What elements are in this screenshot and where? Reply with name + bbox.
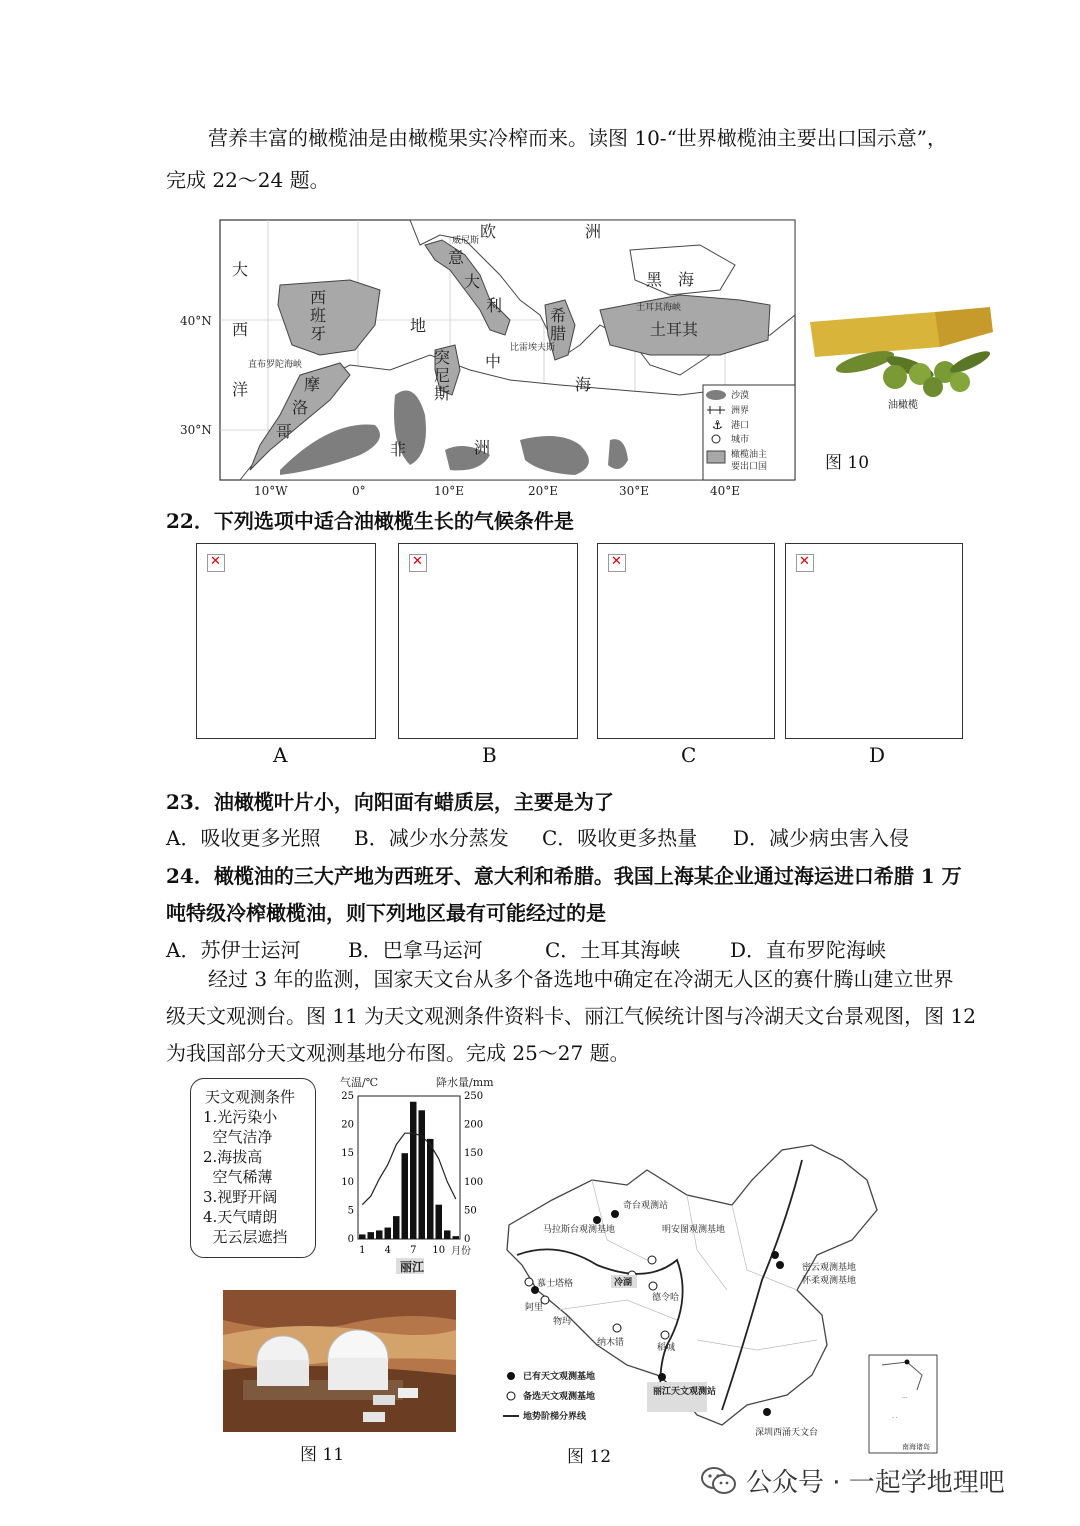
label-italy-2: 大 (464, 272, 481, 291)
label-piraeus: 比雷埃夫斯 (510, 343, 556, 353)
broken-image-icon (608, 554, 626, 572)
wechat-icon (700, 1464, 738, 1498)
precipitation-bar (368, 1232, 375, 1239)
q24-option-c: C．土耳其海峡 (545, 938, 681, 962)
intro-paragraph-2-line-2: 级天文观测台。图 11 为天文观测条件资料卡、丽江气候统计图与冷湖天文台景观图，图 12 (166, 1004, 976, 1028)
lat-label-40n: 40°N (180, 314, 212, 328)
label-morocco-2: 洛 (292, 398, 309, 417)
label-med-1: 地 (410, 316, 427, 335)
precipitation-bar (376, 1230, 383, 1239)
lijiang-climate-chart (330, 1072, 500, 1277)
label-turkish-straits: 土耳其海峡 (636, 303, 682, 313)
map-figure-10 (180, 215, 805, 495)
anchor-icon: ⚓ (712, 418, 723, 432)
olive-photo-caption: 油橄榄 (888, 400, 918, 411)
q23-option-a: A．吸收更多光照 (166, 826, 321, 850)
chart-left-tick-label: 0 (347, 1234, 354, 1245)
chart-right-tick-label: 250 (464, 1091, 484, 1102)
chart-right-tick-label: 200 (464, 1119, 484, 1131)
lon-label-10e: 10°E (434, 484, 465, 495)
chart-right-tick-label: 100 (464, 1176, 484, 1188)
label-huairou: 怀柔观测基地 (802, 1276, 857, 1286)
lon-label-10w: 10°W (254, 484, 288, 495)
question-24-line-1: 24．橄榄油的三大产地为西班牙、意大利和希腊。我国上海某企业通过海运进口希腊 1 万 (166, 864, 962, 888)
legend-candidate-base: 备选天文观测基地 (523, 1392, 596, 1402)
label-morocco-1: 摩 (304, 375, 321, 394)
label-europe-1: 欧 (480, 222, 497, 241)
precipitation-bar (453, 1236, 460, 1239)
q24-option-d: D．直布罗陀海峡 (730, 938, 887, 962)
legend-exporter-line1: 橄榄油主 (731, 450, 768, 460)
chart-left-tick-label: 10 (341, 1176, 354, 1188)
label-atlantic-2: 西 (232, 320, 249, 339)
chart-ylabel-left: 气温/℃ (340, 1076, 379, 1089)
figure-10-label: 图 10 (825, 453, 870, 473)
watermark-text: 公众号 · 一起学地理吧 (746, 1468, 1005, 1498)
option-d-image[interactable] (785, 543, 963, 739)
precipitation-bar (427, 1139, 434, 1239)
card-line-3: 2.海拔高 (203, 1148, 263, 1166)
legend-city: 城市 (731, 435, 750, 445)
legend-port: 港口 (731, 421, 750, 431)
precipitation-bar (402, 1153, 409, 1239)
label-venice: 威尼斯 (452, 236, 480, 246)
broken-image-icon (207, 554, 225, 572)
q23-option-b: B．减少水分蒸发 (354, 826, 509, 850)
chart-ylabel-right: 降水量/mm (436, 1076, 494, 1089)
card-line-1: 1.光污染小 (203, 1108, 278, 1126)
label-africa-2: 洲 (474, 438, 491, 457)
intro-paragraph-1-line-1: 营养丰富的橄榄油是由橄榄果实冷榨而来。读图 10-“世界橄榄油主要出口国示意”， (208, 126, 948, 150)
q23-option-d: D．减少病虫害入侵 (733, 826, 910, 850)
option-c-label: C (681, 743, 697, 767)
option-c-image[interactable] (597, 543, 775, 739)
label-italy-3: 利 (486, 296, 503, 315)
precipitation-bar (436, 1205, 443, 1239)
svg-text:· ·: · · (892, 1415, 898, 1422)
label-atlantic-1: 大 (232, 260, 249, 279)
question-22: 22．下列选项中适合油橄榄生长的气候条件是 (166, 509, 574, 533)
label-spain-2: 班 (310, 306, 327, 325)
label-blacksea-2: 海 (678, 270, 695, 289)
precipitation-bar (359, 1234, 366, 1239)
q24-option-b: B．巴拿马运河 (348, 938, 483, 962)
label-namtso: 纳木错 (597, 1338, 625, 1348)
option-a-image[interactable] (196, 543, 376, 739)
chart-left-tick-label: 15 (341, 1148, 354, 1160)
chart-left-tick-label: 25 (341, 1091, 354, 1102)
q23-option-c: C．吸收更多热量 (542, 826, 698, 850)
option-d-label: D (869, 743, 886, 767)
label-greece-1: 希 (550, 306, 567, 325)
label-spain-1: 西 (310, 288, 327, 307)
legend-desert: 沙漠 (731, 391, 750, 401)
chart-x-tick-label: 4 (384, 1245, 391, 1256)
chart-right-tick-label: 150 (464, 1148, 484, 1160)
label-gibraltar: 直布罗陀海峡 (248, 360, 303, 370)
label-europe-2: 洲 (585, 222, 602, 241)
precipitation-bar (385, 1228, 392, 1239)
card-title: 天文观测条件 (205, 1088, 296, 1106)
label-delingha: 德令哈 (652, 1293, 680, 1303)
label-lijiang-station: 丽江天文观测站 (653, 1387, 717, 1397)
question-23: 23．油橄榄叶片小，向阳面有蜡质层，主要是为了 (166, 790, 614, 814)
broken-image-icon (409, 554, 427, 572)
precipitation-bar (410, 1102, 417, 1239)
label-atlantic-3: 洋 (232, 380, 249, 399)
label-wuma: 物玛 (553, 1317, 572, 1327)
chart-right-tick-label: 0 (464, 1234, 471, 1245)
intro-paragraph-2-line-1: 经过 3 年的监测，国家天文台从多个备选地中确定在冷湖无人区的赛什腾山建立世界 (208, 967, 954, 991)
card-line-6: 4.天气晴朗 (203, 1208, 278, 1226)
lat-label-30n: 30°N (180, 423, 212, 437)
observation-conditions-card (190, 1078, 316, 1258)
legend-exporter-line2: 要出口国 (731, 462, 768, 472)
label-italy-1: 意 (448, 248, 465, 267)
question-24-line-2: 吨特级冷榨橄榄油，则下列地区最有可能经过的是 (166, 901, 606, 925)
option-a-label: A (273, 743, 288, 767)
chart-left-tick-label: 5 (347, 1205, 354, 1217)
label-greece-2: 腊 (550, 324, 567, 343)
label-shenzhen: 深圳西涌天文台 (755, 1428, 819, 1438)
label-spain-3: 牙 (310, 324, 327, 343)
option-b-label: B (482, 743, 497, 767)
figure-12-label: 图 12 (567, 1447, 612, 1467)
lon-label-0: 0° (352, 484, 366, 495)
label-tunisia-3: 斯 (434, 384, 451, 403)
precipitation-bar (393, 1216, 400, 1239)
card-line-7: 无云层遮挡 (203, 1228, 288, 1246)
chart-x-tick-label: 7 (410, 1245, 417, 1256)
legend-continent-boundary: 洲界 (731, 406, 750, 416)
card-line-2: 空气洁净 (203, 1128, 273, 1146)
chart-title: 丽江 (400, 1260, 425, 1274)
label-turkey: 土耳其 (650, 320, 699, 339)
q24-option-a: A．苏伊士运河 (166, 938, 301, 962)
card-line-5: 3.视野开阔 (203, 1188, 278, 1206)
label-miyun: 密云观测基地 (802, 1263, 857, 1273)
legend-terrain-boundary: 地势阶梯分界线 (523, 1412, 587, 1422)
lon-label-40e: 40°E (710, 484, 741, 495)
watermark (700, 1462, 1005, 1499)
broken-image-icon (796, 554, 814, 572)
label-africa-1: 非 (390, 440, 407, 459)
chart-right-tick-label: 50 (464, 1205, 477, 1217)
figure-11-label: 图 11 (300, 1445, 345, 1465)
label-med-3: 海 (575, 375, 592, 394)
lon-label-30e: 30°E (619, 484, 650, 495)
precipitation-bar (419, 1110, 426, 1239)
label-qitai: 奇台观测站 (623, 1201, 669, 1211)
intro-paragraph-1-line-2: 完成 22～24 题。 (166, 168, 330, 192)
label-mingantu: 明安图观测基地 (662, 1225, 726, 1235)
label-muztagh: 慕士塔格 (537, 1279, 574, 1289)
china-observatory-map (497, 1140, 947, 1455)
intro-paragraph-2-line-3: 为我国部分天文观测基地分布图。完成 25～27 题。 (166, 1041, 630, 1065)
label-blacksea-1: 黑 (646, 270, 663, 289)
label-med-2: 中 (485, 352, 502, 371)
observatory-photo (223, 1290, 456, 1432)
label-malasitai: 马拉斯台观测基地 (543, 1225, 616, 1235)
chart-xlabel: 月份 (451, 1246, 471, 1257)
inset-label: 南海诸岛 (902, 1443, 930, 1451)
label-lenghu: 冷湖 (614, 1278, 633, 1288)
label-daocheng: 稻城 (657, 1343, 676, 1353)
label-ali: 阿里 (525, 1303, 544, 1313)
legend-existing-base: 已有天文观测基地 (523, 1372, 596, 1382)
svg-text:···: ··· (902, 1395, 908, 1402)
chart-left-tick-label: 20 (341, 1119, 354, 1131)
chart-x-tick-label: 1 (359, 1245, 366, 1256)
label-morocco-3: 哥 (276, 422, 293, 441)
lon-label-20e: 20°E (528, 484, 559, 495)
label-tunisia-1: 突 (434, 348, 451, 367)
chart-x-tick-label: 10 (432, 1245, 446, 1256)
option-b-image[interactable] (398, 543, 578, 739)
card-line-4: 空气稀薄 (203, 1168, 273, 1186)
label-tunisia-2: 尼 (434, 366, 451, 385)
precipitation-bar (444, 1230, 451, 1239)
